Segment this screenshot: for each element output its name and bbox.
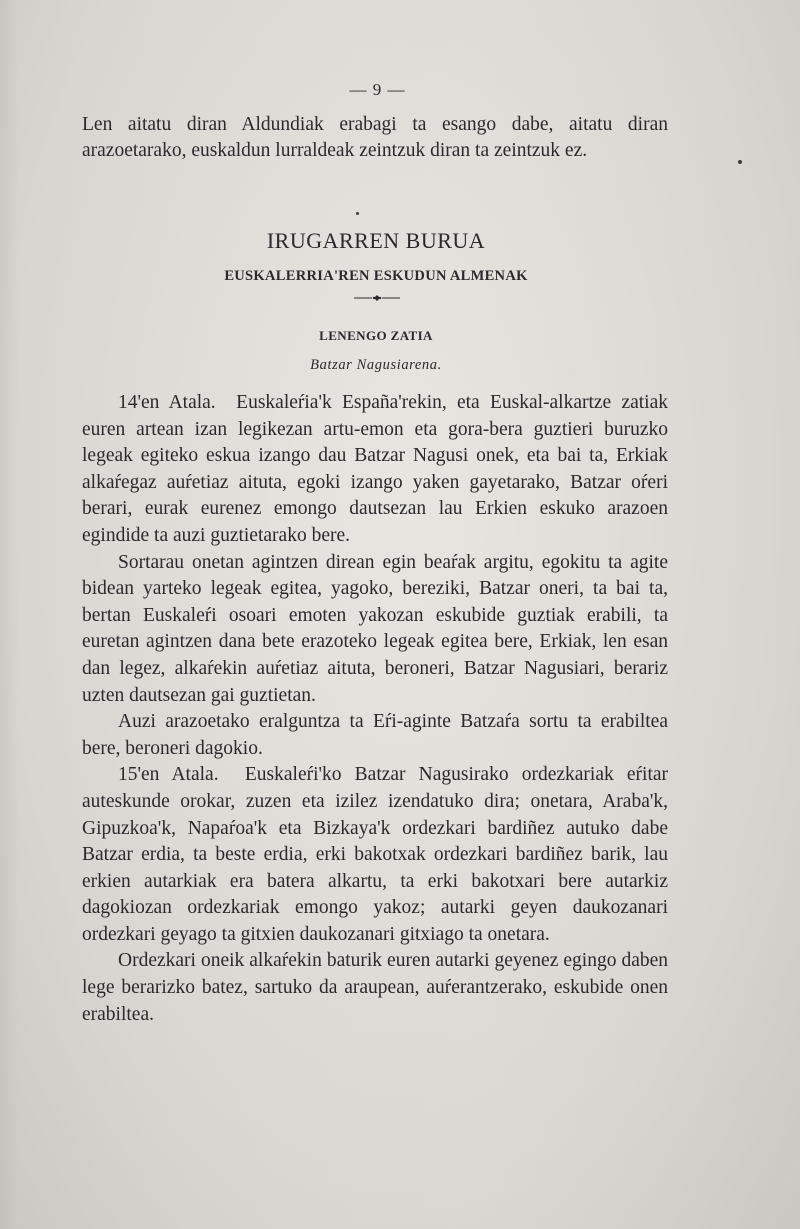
paragraph — [82, 550, 668, 710]
paragraph-article-14 — [82, 390, 668, 550]
intro-paragraph: Len aitatu diran Aldundiak erabagi ta esango dabe, aitatu diran arazoetarako, euskaldun lurraldeak zeintzuk diran ta zeintzuk ez. — [82, 114, 668, 161]
paragraph-text: Euskaleŕia'k España'rekin, eta Euskal-alkartze zatiak euren artean izan legikezan artu-emon eta gora-bera guztieri buruzko legeak egiteko eskua izango dau Batzar Nagusi onek, eta bai ta, Erkiak alkaŕegaz auŕetiaz aituta, egoki izango yaken gayetarako, Batzar oŕeri berari, eurak eurenez emongo dautsezan lau Erkien eskuko arazoen egindide ta auzi guztietarako bere. — [82, 392, 668, 546]
paragraph-text: Sortarau onetan agintzen direan egin beaŕak argitu, egokitu ta agite bidean yarteko legeak egitea, yagoko, bereziki, Batzar oneri, ta bai ta, bertan Euskaleŕi osoari emoten yakozan eskubide guztiak erabili, ta euretan agintzen dana bete erazoteko legeak egitea bere, Erkiak, len esan dan legez, alkaŕekin auŕetiaz aituta, beroneri, Batzar Nagusiari, berariz uzten dautsezan gai guztietan. — [82, 551, 668, 706]
section-subtitle: Batzar Nagusiarena. — [310, 357, 442, 373]
page-number: — 9 — — [349, 80, 406, 99]
article-heading: 14'en Atala. — [118, 392, 216, 413]
ornament-divider-icon — [352, 292, 402, 304]
ink-blot — [738, 160, 742, 164]
paragraph-text: Ordezkari oneik alkaŕekin baturik euren autarki geyenez egingo daben lege berarizko batez, sartuko da araupean, auŕerantzerako, eskubide onen erabiltea. — [82, 950, 668, 1025]
paragraph-text: Euskaleŕi'ko Batzar Nagusirako ordezkariak eŕitar auteskunde orokar, zuzen eta izilez izendatuko dira; onetara, Araba'k, Gipuzkoa'k, Napaŕoa'k eta Bizkaya'k ordezkari bardiñez autuko dabe Batzar erdia, ta beste erdia, erki bakotxak ordezkari bardiñez barik, lau erkien autarkiak era batera alkartu, ta erki bakotxari bere autarkiz dagokiozan ordezkariak emongo yakoz; autarki geyen daukozanari ordezkari geyago ta gitxien daukozanari gitxiago ta onetara. — [82, 764, 669, 945]
article-heading: 15'en Atala. — [118, 764, 219, 786]
paragraph — [82, 948, 668, 1028]
body-text — [82, 390, 668, 1028]
paragraph-article-15 — [82, 762, 668, 948]
section-title: LENENGO ZATIA — [319, 328, 433, 343]
chapter-subtitle: EUSKALERRIA'REN ESKUDUN ALMENAK — [224, 268, 528, 284]
paragraph — [82, 709, 668, 762]
chapter-title: IRUGARREN BURUA — [266, 228, 486, 253]
ink-blot — [356, 212, 359, 215]
paragraph-text: Auzi arazoetako eralguntza ta Eŕi-aginte Batzaŕa sortu ta erabiltea bere, beroneri dagokio. — [82, 711, 668, 759]
